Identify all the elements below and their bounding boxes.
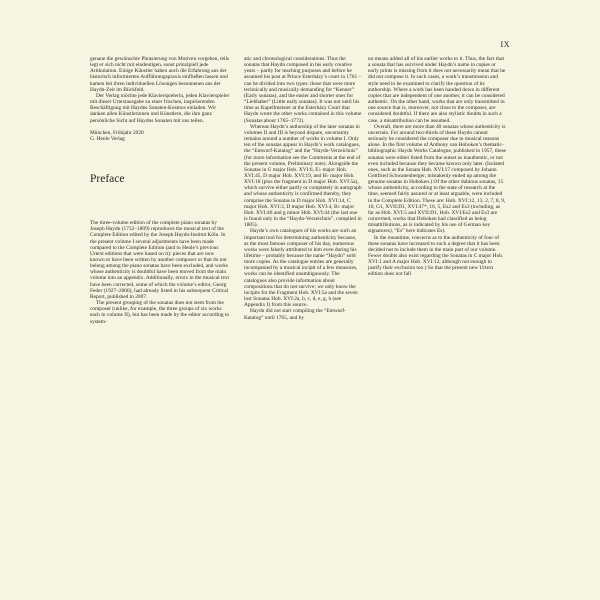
body-paragraph: Haydn did not start compiling the “Entwurf-Katalog” until 1765, and by [244,308,346,321]
body-paragraph: no means added all of his earlier works to it. Thus, the fact that a sonata that has survived under Haydn’s name in copies or early prints is missing from it does not necessarily mean that he did not compose it. In such cases, a work’s transmission and style need to be examined to clarify the question of its authorship. Where a work has been handed down in different copies that are independent of one another, it can be considered authentic. On the other hand, works that are only transmitted in one source that is, moreover, not close to the composer, are considered doubtful. If there are also stylistic doubts in such a case, a misattribution can be assumed. [368,56,506,124]
text-column-left [90,56,230,325]
preface-paragraph: The three-volume edition of the complete piano sonatas by Joseph Haydn (1732–1809) reproduces the musical text of the Complete Edition edited by the Joseph Haydn-Institut Köln. In the present volume I several adjustments have been made compared to the Complete Edition (and to Henle’s previous Urtext editions that were based on it): pieces that are now known to have been written by another composer or that do not belong among the piano sonatas have been excluded, and works whose authenticity is doubtful have been moved from the main volume into an appendix. Additionally, errors in the musical text have been corrected, some of which the volume’s editor, Georg Feder (1927–2006), had already listed in his subsequent Critical Report, published in 2007. [90,220,230,300]
text-column-middle [244,56,362,321]
body-paragraph: In the meantime, concerns as to the authenticity of four of these sonatas have increased to such a degree that it has been decided not to include them in the main part of our volume. Fewer doubts also exist regarding the Sonatas in C major Hob. XVI:1 and A major Hob. XVI:12, although not enough to justify their exclusion too.) So that the present new Urtext edition does not fall [368,234,504,278]
signoff [90,130,230,142]
preface-paragraph: The present grouping of the sonatas does not stem from the composer (unlike, for example, the three groups of six works each in volume II), but has been made by the editor according to system- [90,300,230,325]
german-paragraph: genaue die gewünschte Phrasierung von Motiven vorgeben, teils legt er sich nicht mit eindeutigen, sonst prinzipiell jede Artikulation. Einige Künstler haben auch die Erfahrung aus der historisch informierten Aufführungspraxis einfließen lassen und kamen bei ihren individuellen Lösungen besonnenen aus der Haydn-Zeit im Blickfeld. [90,56,230,93]
body-paragraph: Haydn’s own catalogues of his works are such an important tool for determining authenticity because, as the most famous composer of his day, numerous works were falsely attributed to him even during his lifetime – probably because the name “Haydn” sold more copies. As the catalogue entries are generally incompanied by a musical incipit of a few measures, works can be identified unambiguously. The catalogues also provide information about compositions that do not survive; we only know the incipits for the Fragment Hob. XVI:5a and the seven lost Sonatas Hob. XVI:2a, b, c, d, e, g, h (see Appendix I) from this source. [244,228,358,309]
signoff-publisher: G. Henle Verlag [90,135,125,142]
body-paragraph: Overall, there are more than 40 sonatas whose authenticity is uncertain. For around two-thirds of these Haydn cannot seriously be considered the composer due to musical reasons alone. In the first volume of Anthony van Hoboken’s thematic-bibliographic Haydn Works Catalogue, published in 1957, these sonatas were either listed from the outset as inauthentic, or not even included because they became known only later. (Isolated ones, such as the Sonata Hob. XVI:17 composed by Johann Gottfried Schwanenberger, mistakenly ended up among the genuine sonatas in Hoboken.) Of the other dubious sonatas, 15 whose authenticity, according to the state of research at the time, seemed fairly assured or at least arguable, were included in the Complete Edition. These are: Hob. XVI:12, 13, 2, 7, 8, 9, 10, G1, XVII:D1, XVI:47*, 16, 5, Es2 and Es3 (including, as far as Hob. XVI:5 and XVII:D1, Hob. XVI:Es2 and Es3 are concerned, works that Hoboken had classified as being misattributions, as is indicated by his use of German key signatures), “Es” here indicates Es). [368,123,506,235]
body-paragraph: atic and chronological considerations. Thus the sonatas that Haydn composed in his early creative years – partly for teaching purposes and before he assumed his post at Prince Esterházy’s court in 1761 – can be divided into two types: those that were more technically and musically demanding for “Kenner” (Early sonatas), and the easier and shorter ones for “Liebhaber” (Little early sonatas). It was not until his time as Kapellmeister at the Esterházy Court that Haydn wrote the other works contained in this volume (Sonatas about 1765–1772). [244,56,362,124]
section-heading-preface: Preface [90,173,125,186]
signoff-place-date: München, Frühjahr 2020 [90,129,144,136]
text-column-right [368,56,506,278]
preface-body [90,220,230,325]
german-paragraph: Der Verlag möchte jede Klavierspielerin, jeden Klavierspieler mit dieser Urtextausgabe zu einer frischen, inspirierenden Beschäftigung mit Haydns Sonaten-Kosmos einladen. Wir danken allen Künstlerinnen und Künstlern, die ihre ganz persönliche Sicht auf Haydns Sonaten mit uns teilen. [90,92,230,124]
body-paragraph: Whereas Haydn’s authorship of the later sonatas in volumes II and III is beyond dispute, uncertainty remains around a number of works in volume I. Only ten of the sonatas appear in Haydn’s work catalogues, the “Entwurf-Katalog” and the “Haydn-Verzeichnis” (for more information see the Comments at the end of the present volume, Preliminary note). Alongside the Sonatas in G major Hob. XVI:6, E♭ major Hob. XVI:45, D major Hob. XVI:19, and B♭ major Hob. XVI:18 (plus the fragment in D major Hob. XVI:5a), which survive either partly or completely in autograph and whose authenticity is confirmed thereby, they comprise the Sonatas in D major Hob. XVI:14, C major Hob. XVI:3, D major Hob. XVI:4, B♭ major Hob. XVI:46 and g minor Hob. XVI:44 (the last one is found only in the “Haydn-Verzeichnis”, compiled in 1805). [244,123,362,229]
page-number: IX [500,40,510,49]
